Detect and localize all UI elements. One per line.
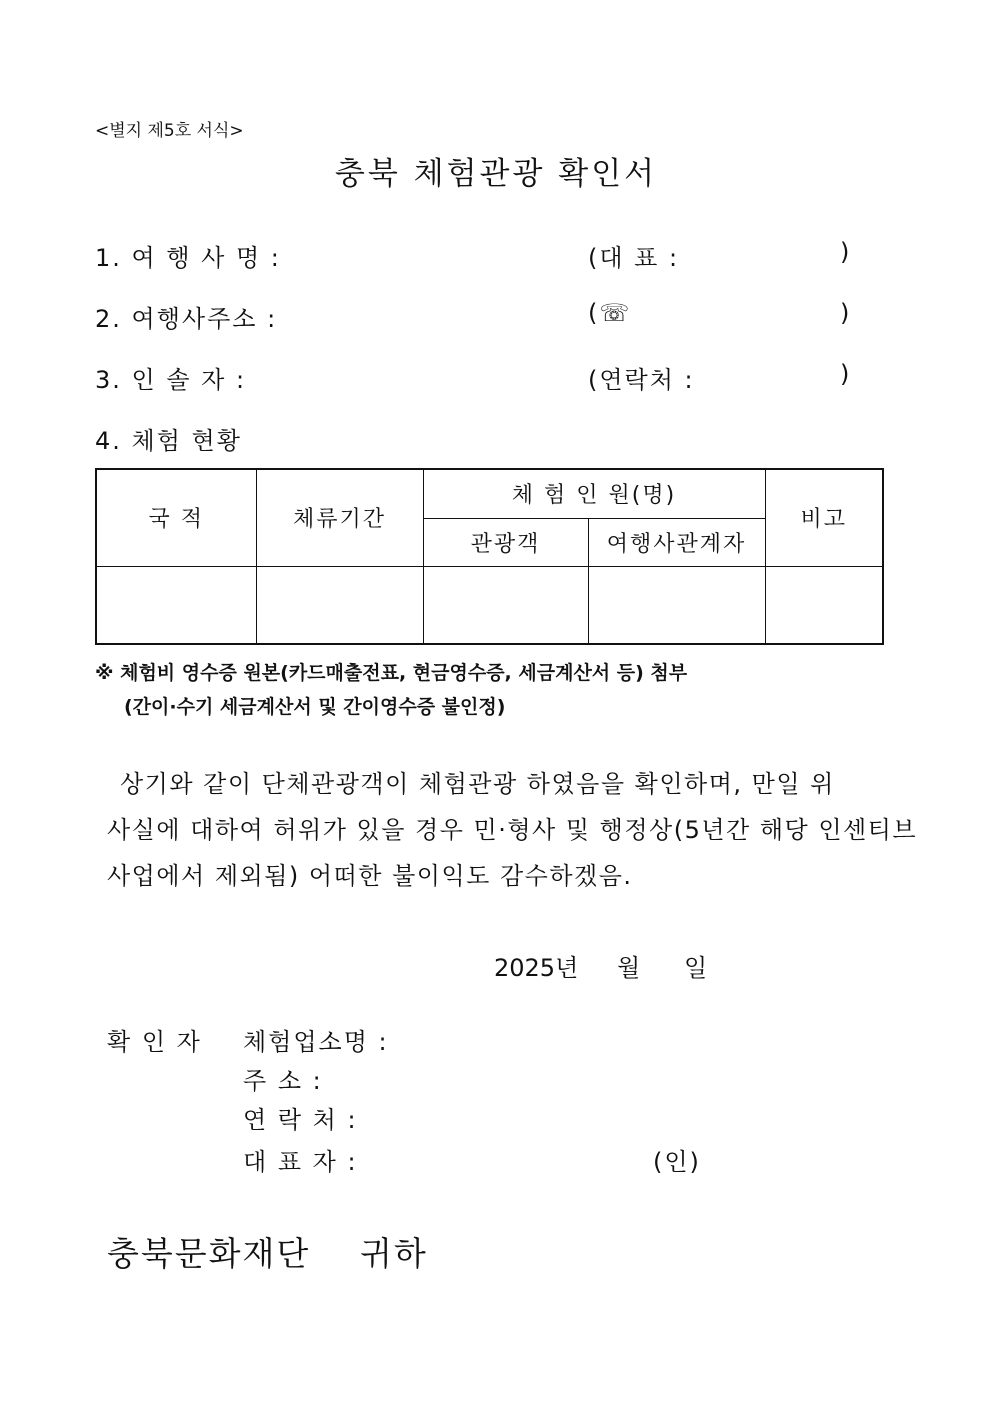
- cell-agency-staff[interactable]: [588, 566, 765, 644]
- document-title: 충북 체험관광 확인서: [334, 156, 658, 192]
- cell-tourist[interactable]: [423, 566, 588, 644]
- header-remarks: 비고: [765, 469, 883, 566]
- header-participants: 체 험 인 원(명): [423, 469, 765, 518]
- date-day: 일: [684, 954, 708, 982]
- cell-stay-period[interactable]: [256, 566, 423, 644]
- representative-paren-close: ): [840, 238, 852, 266]
- date-year: 2025년: [494, 954, 579, 982]
- business-name-label: 체험업소명 :: [243, 1028, 389, 1056]
- agency-name-label: 1. 여 행 사 명 :: [95, 244, 281, 272]
- experience-table: [95, 468, 884, 645]
- header-nationality: 국 적: [96, 469, 256, 566]
- attachment-note: ※ 체험비 영수증 원본(카드매출전표, 현금영수증, 세금계산서 등) 첨부: [95, 662, 688, 684]
- declaration-line-1: 상기와 같이 단체관광객이 체험관광 하였음을 확인하며, 만일 위: [120, 770, 835, 798]
- business-representative-label: 대 표 자 :: [243, 1148, 358, 1176]
- declaration-line-3: 사업에서 제외됨) 어떠한 불이익도 감수하겠음.: [107, 862, 633, 890]
- header-tourist: 관광객: [423, 518, 588, 566]
- experience-status-label: 4. 체험 현황: [95, 427, 242, 455]
- contact-paren: (연락처 :: [588, 366, 695, 394]
- declaration-line-2: 사실에 대하여 허위가 있을 경우 민·형사 및 행정상(5년간 해당 인센티브: [107, 816, 918, 844]
- confirmer-label: 확 인 자: [107, 1028, 202, 1056]
- agency-address-label: 2. 여행사주소 :: [95, 305, 278, 333]
- attachment-note-exception: (간이·수기 세금계산서 및 간이영수증 불인정): [124, 696, 506, 718]
- table-row: [96, 566, 883, 644]
- addressee-org: 충북문화재단: [107, 1234, 311, 1273]
- cell-remarks[interactable]: [765, 566, 883, 644]
- phone-paren: (☏: [588, 299, 632, 327]
- phone-paren-close: ): [840, 299, 852, 327]
- business-address-label: 주 소 :: [243, 1067, 323, 1095]
- table-header-row: [96, 469, 883, 518]
- business-contact-label: 연 락 처 :: [243, 1106, 358, 1134]
- representative-paren: (대 표 :: [588, 244, 680, 272]
- contact-paren-close: ): [840, 360, 852, 388]
- seal-mark: (인): [653, 1148, 701, 1176]
- header-stay-period: 체류기간: [256, 469, 423, 566]
- header-agency-staff: 여행사관계자: [588, 518, 765, 566]
- guide-label: 3. 인 솔 자 :: [95, 366, 247, 394]
- addressee-suffix: 귀하: [360, 1234, 428, 1273]
- cell-nationality[interactable]: [96, 566, 256, 644]
- date-month: 월: [617, 954, 641, 982]
- form-number: <별지 제5호 서식>: [95, 121, 244, 141]
